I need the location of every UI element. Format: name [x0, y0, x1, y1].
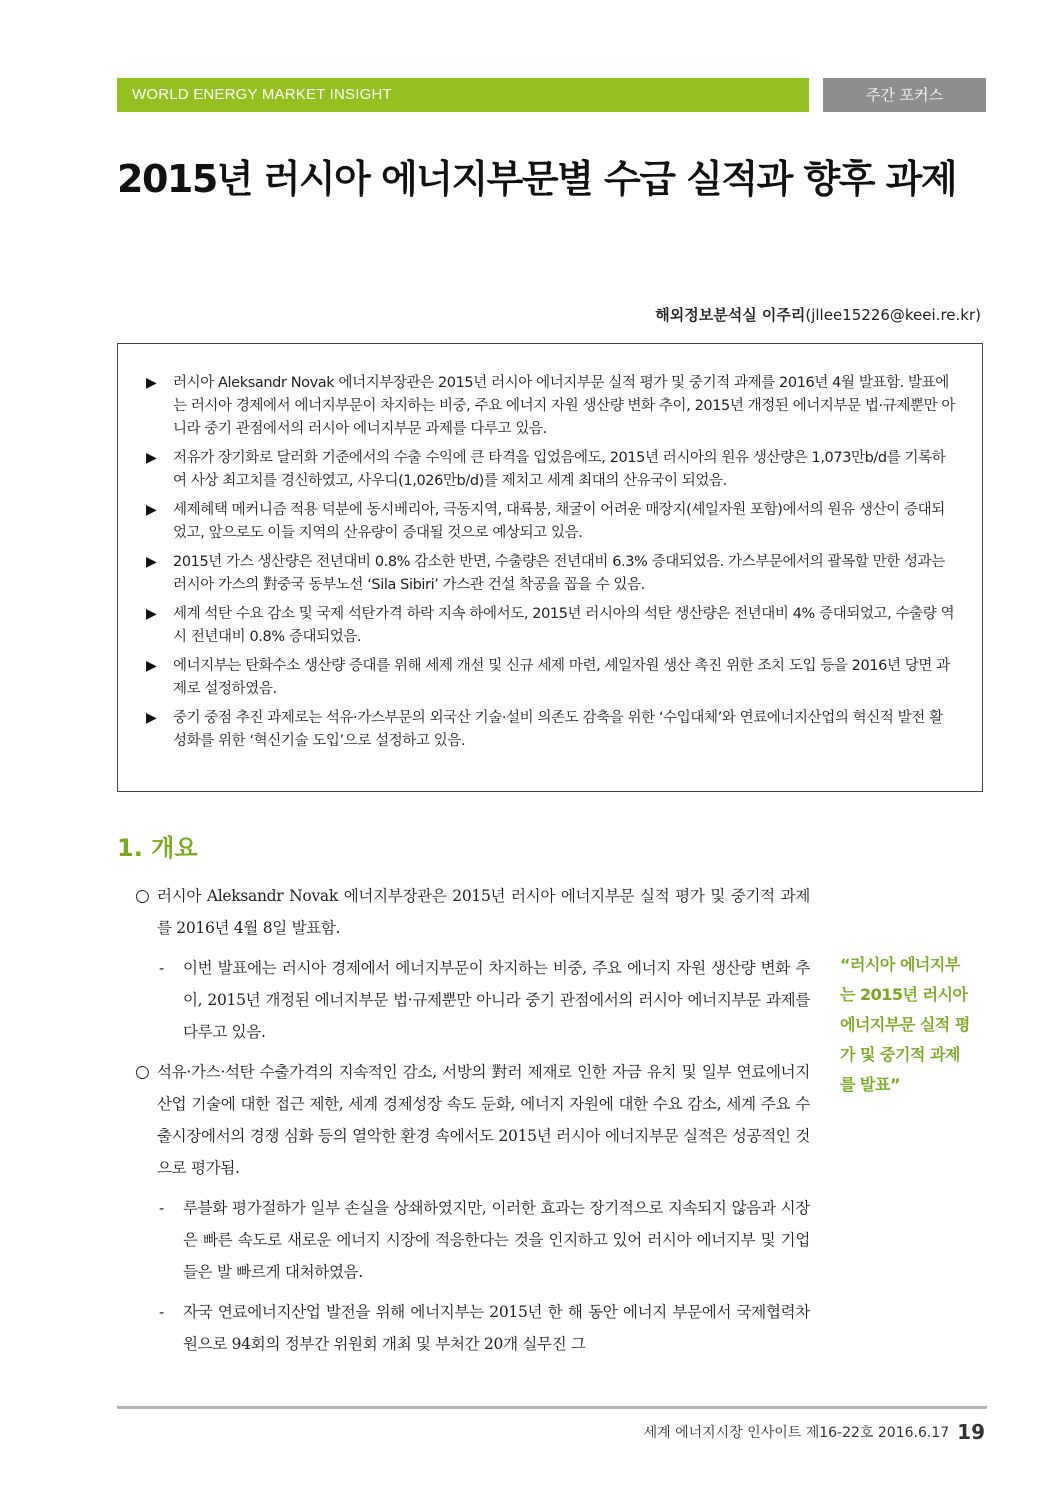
summary-text: 저유가 장기화로 달러화 기준에서의 수출 수익에 큰 타격을 입었음에도, 2015년 러시아의 원유 생산량은 1,073만b/d를 기록하여 사상 최고치를 경신하였고, 사우디(1,026만b/d)를 제치고 세계 최대의 산유국이 되었음.	[173, 450, 946, 489]
circle-bullet-icon: ○	[135, 1062, 150, 1082]
page-number: 19	[957, 1420, 985, 1444]
sub-paragraph-text: 루블화 평가절하가 일부 손실을 상쇄하였지만, 이러한 효과는 장기적으로 지속되지 않음과 시장은 빠른 속도로 새로운 에너지 시장에 적응한다는 것을 인지하고 있어 러시아 에너지부 및 기업들은 발 빠르게 대처하였음.	[183, 1199, 810, 1281]
circle-bullet-icon: ○	[135, 886, 150, 906]
header-bar	[117, 78, 809, 112]
triangle-bullet-icon: ▶	[146, 606, 157, 622]
summary-item	[146, 499, 956, 545]
section-tag: 주간 포커스	[823, 78, 986, 112]
page-title: 2015년 러시아 에너지부문별 수급 실적과 향후 과제	[117, 157, 957, 201]
article-body	[135, 880, 810, 1368]
summary-text: 에너지부는 탄화수소 생산량 증대를 위해 세제 개선 및 신규 세제 마련, 셰일자원 생산 촉진 위한 조치 도입 등을 2016년 당면 과제로 설정하였음.	[173, 658, 950, 697]
section-heading: 1. 개요	[117, 834, 198, 862]
triangle-bullet-icon: ▶	[146, 502, 157, 518]
triangle-bullet-icon: ▶	[146, 658, 157, 674]
author-line	[655, 304, 981, 325]
triangle-bullet-icon: ▶	[146, 554, 157, 570]
summary-item	[146, 551, 956, 597]
sub-paragraph	[135, 1192, 810, 1288]
summary-item	[146, 707, 956, 753]
summary-text: 세계 석탄 수요 감소 및 국제 석탄가격 하락 지속 하에서도, 2015년 러시아의 석탄 생산량은 전년대비 4% 증대되었고, 수출량 역시 전년대비 0.8% 증대되었음.	[173, 606, 955, 645]
summary-item	[146, 603, 956, 649]
author-name: 해외정보분석실 이주리	[655, 306, 806, 324]
page-footer	[644, 1420, 985, 1444]
paragraph	[135, 1056, 810, 1184]
sub-paragraph-text: 자국 연료에너지산업 발전을 위해 에너지부는 2015년 한 해 동안 에너지 부문에서 국제협력차원으로 94회의 정부간 위원회 개최 및 부처간 20개 실무진 그	[183, 1303, 810, 1353]
footer-divider	[117, 1406, 987, 1409]
summary-text: 세제혜택 메커니즘 적용 덕분에 동시베리아, 극동지역, 대륙붕, 채굴이 어려운 매장지(셰일자원 포함)에서의 원유 생산이 증대되었고, 앞으로도 이들 지역의 산유량이 증대될 것으로 예상되고 있음.	[173, 502, 945, 541]
summary-list	[146, 372, 956, 759]
summary-item	[146, 655, 956, 701]
pull-quote: “러시아 에너지부는 2015년 러시아 에너지부문 실적 평가 및 중기적 과제를 발표”	[840, 955, 970, 1094]
sub-paragraph	[135, 1296, 810, 1360]
author-email: (jllee15226@keei.re.kr)	[805, 306, 981, 324]
triangle-bullet-icon: ▶	[146, 710, 157, 726]
dash-bullet-icon: -	[159, 1199, 164, 1217]
summary-text: 2015년 가스 생산량은 전년대비 0.8% 감소한 반면, 수출량은 전년대비 6.3% 증대되었음. 가스부문에서의 괄목할 만한 성과는 러시아 가스의 對중국 동부노선 ‘Sila Sibiri’ 가스관 건설 착공을 꼽을 수 있음.	[173, 554, 945, 593]
triangle-bullet-icon: ▶	[146, 375, 157, 391]
summary-item	[146, 447, 956, 493]
triangle-bullet-icon: ▶	[146, 450, 157, 466]
paragraph-text: 러시아 Aleksandr Novak 에너지부장관은 2015년 러시아 에너지부문 실적 평가 및 중기적 과제를 2016년 4월 8일 발표함.	[157, 887, 810, 937]
summary-box	[117, 343, 983, 792]
paragraph-text: 석유·가스·석탄 수출가격의 지속적인 감소, 서방의 對러 제재로 인한 자금 유치 및 일부 연료에너지산업 기술에 대한 접근 제한, 세계 경제성장 속도 둔화, 에너지 자원에 대한 수요 감소, 세계 주요 수출시장에서의 경쟁 심화 등의 열악한 환경 속에서도 2015년 러시아 에너지부문 실적은 성공적인 것으로 평가됨.	[157, 1063, 810, 1177]
paragraph	[135, 880, 810, 944]
summary-text: 러시아 Aleksandr Novak 에너지부장관은 2015년 러시아 에너지부문 실적 평가 및 중기적 과제를 2016년 4월 발표함. 발표에는 러시아 경제에서 에너지부문이 차지하는 비중, 주요 에너지 자원 생산량 변화 추이, 2015년 개정된 에너지부문 법·규제뿐만 아니라 중기 관점에서의 러시아 에너지부문 과제를 다루고 있음.	[173, 375, 956, 437]
summary-text: 중기 중점 추진 과제로는 석유·가스부문의 외국산 기술·설비 의존도 감축을 위한 ‘수입대체’와 연료에너지산업의 혁신적 발전 활성화를 위한 ‘혁신기술 도입’으로 설정하고 있음.	[173, 710, 943, 749]
summary-item	[146, 372, 956, 441]
footer-text: 세계 에너지시장 인사이트 제16-22호 2016.6.17	[643, 1425, 950, 1441]
dash-bullet-icon: -	[159, 959, 164, 977]
sub-paragraph-text: 이번 발표에는 러시아 경제에서 에너지부문이 차지하는 비중, 주요 에너지 자원 생산량 변화 추이, 2015년 개정된 에너지부문 법·규제뿐만 아니라 중기 관점에서의 러시아 에너지부문 과제를 다루고 있음.	[183, 959, 810, 1041]
sub-paragraph	[135, 952, 810, 1048]
dash-bullet-icon: -	[159, 1303, 164, 1321]
series-label: WORLD ENERGY MARKET INSIGHT	[132, 86, 392, 103]
